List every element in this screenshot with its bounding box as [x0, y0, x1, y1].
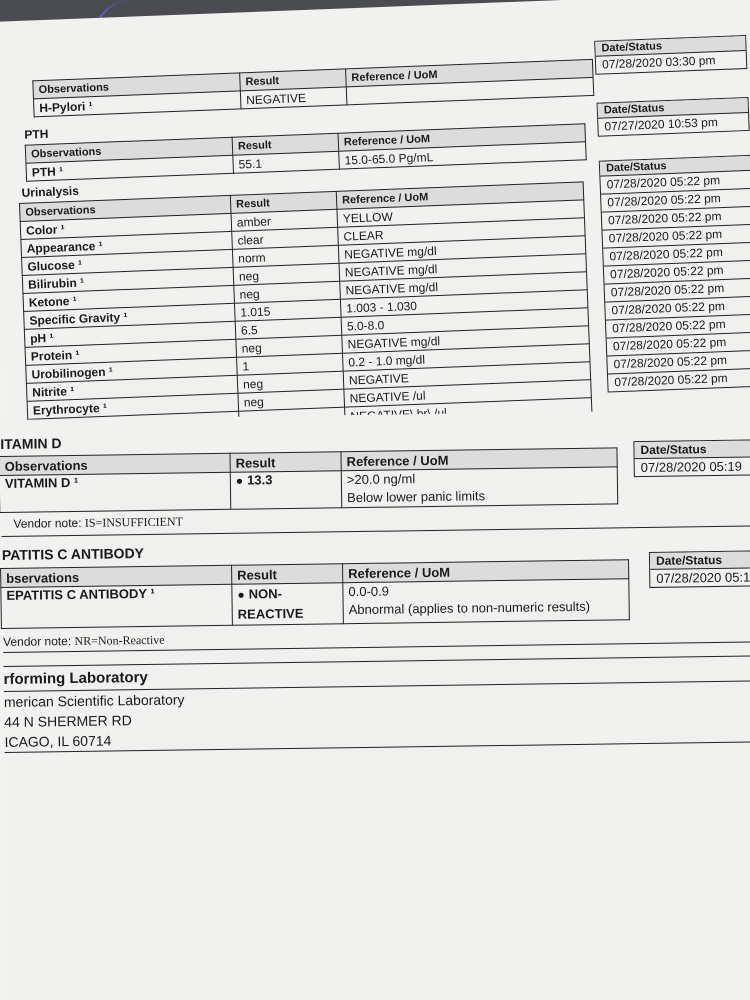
date-status-value: 07/27/2020 10:53 pm [604, 115, 719, 134]
performing-laboratory-title: rforming Laboratory [3, 668, 148, 688]
vendor-note-value: NR=Non-Reactive [74, 632, 165, 648]
lower-report-section [0, 409, 750, 1000]
abnormal-flag-icon: ● [237, 587, 245, 602]
hpylori-date-box [594, 35, 747, 75]
hep-c-section-title: PATITIS C ANTIBODY [1, 545, 145, 563]
result-value: 6.5 [235, 317, 342, 339]
date-status-value: 07/28/2020 05:22 pm [604, 261, 750, 285]
result-value: neg [236, 335, 343, 357]
vitamin-d-table [0, 447, 618, 513]
date-status-value: 07/28/2020 05:22 pm [606, 315, 750, 339]
col-header-observations: Observations [33, 73, 241, 99]
reference-range: CLEAR [338, 218, 586, 245]
date-status-value: 07/28/2020 05:19 [640, 458, 743, 476]
observation-name: Specific Gravity ¹ [24, 303, 236, 329]
observation-name: Protein ¹ [25, 339, 237, 365]
col-header-reference: Reference / UoM [341, 448, 617, 471]
urinalysis-table [19, 181, 593, 438]
col-header-observations: Observations [0, 453, 230, 475]
date-status-value: 07/28/2020 05:22 pm [602, 207, 750, 231]
observation-name: EPATITIS C ANTIBODY ¹ [1, 584, 233, 628]
reference-range: 0.2 - 1.0 mg/dl [342, 344, 590, 371]
result-value: amber [231, 209, 338, 231]
observation-name: pH ¹ [24, 321, 236, 347]
reference-note: Abnormal (applies to non-numeric results) [348, 598, 591, 618]
observation-name: Glucose ¹ [22, 249, 234, 275]
date-status-value: 07/28/2020 05:22 pm [605, 279, 750, 303]
result-cell [230, 471, 342, 510]
reference-range: NEGATIVE mg/dl [338, 236, 586, 263]
reference-cell [343, 579, 630, 624]
observation-name: VITAMIN D ¹ [0, 472, 231, 512]
date-status-header: Date/Status [598, 98, 748, 119]
date-status-value: 07/28/2020 05:22 pm [600, 171, 750, 195]
result-value: norm [232, 245, 339, 267]
hep-c-date-box [649, 550, 750, 588]
pth-table [25, 123, 587, 182]
vendor-note-value: IS=INSUFFICIENT [84, 514, 184, 530]
lab-street: 44 N SHERMER RD [4, 712, 132, 730]
reference-range: 15.0-65.0 Pg/mL [339, 142, 587, 169]
col-header-result: Result [232, 564, 343, 585]
col-header-observations: Observations [19, 195, 231, 221]
result-value: 1.015 [234, 299, 341, 321]
col-header-reference: Reference / UoM [338, 124, 586, 151]
pth-date-box [597, 97, 750, 137]
col-header-result: Result [240, 69, 347, 91]
result-value: 1 [237, 353, 344, 375]
result-value: neg [233, 263, 340, 285]
date-status-value: 07/28/2020 05:22 pm [603, 243, 750, 267]
col-header-result: Result [232, 133, 339, 155]
urinalysis-date-box [599, 155, 750, 393]
vendor-note-label: Vendor note: [3, 634, 72, 649]
observation-name: Appearance ¹ [21, 231, 233, 257]
result-value: clear [232, 227, 339, 249]
observation-name: H-Pylori ¹ [33, 91, 241, 117]
hep-c-vendor-note [3, 633, 165, 650]
result-value-continued: REACTIVE [237, 605, 304, 622]
reference-range: 0.0-0.9 [348, 583, 390, 600]
date-status-value: 07/28/2020 05:22 pm [605, 297, 750, 321]
date-status-value: 07/28/2020 05:22 pm [614, 370, 728, 390]
col-header-reference: Reference / UoM [346, 59, 594, 86]
reference-range: 1.003 - 1.030 [340, 290, 588, 317]
reference-range: NEGATIVE [343, 362, 591, 389]
reference-range: NEGATIVE mg/dl [342, 326, 590, 353]
vendor-note-label: Vendor note: [13, 515, 82, 531]
result-cell [232, 583, 344, 626]
reference-range: YELLOW [337, 200, 585, 227]
date-status-value: 07/28/2020 05:22 pm [601, 189, 750, 213]
col-header-observations: Observations [25, 137, 233, 163]
result-value: NON- [248, 586, 283, 602]
result-value: NEGATIVE [240, 87, 347, 109]
date-status-header: Date/Status [600, 156, 750, 177]
reference-range: NEGATIVE mg/dl [339, 254, 587, 281]
reference-cell [341, 467, 617, 508]
vitamin-d-date-box [633, 439, 750, 477]
observation-name: Erythrocyte ¹ [27, 393, 239, 419]
abnormal-flag-icon: ● [235, 473, 244, 488]
lab-city: ICAGO, IL 60714 [4, 732, 112, 750]
col-header-observations: bservations [1, 565, 232, 587]
date-status-value: 07/28/2020 05:22 pm [607, 351, 750, 375]
result-value: neg [238, 389, 345, 411]
pth-section-title: PTH [24, 126, 49, 142]
reference-range: 5.0-8.0 [341, 308, 589, 335]
result-value: 55.1 [233, 151, 340, 173]
observation-name: Nitrite ¹ [26, 375, 238, 401]
urinalysis-section-title: Urinalysis [21, 183, 80, 200]
observation-name: Bilirubin ¹ [22, 267, 234, 293]
hep-c-table [0, 559, 630, 629]
col-header-result: Result [230, 452, 341, 473]
vitamin-d-section-title: ITAMIN D [0, 435, 62, 452]
date-status-header: Date/Status [595, 36, 745, 57]
vitamin-d-vendor-note [13, 514, 183, 531]
col-header-reference: Reference / UoM [336, 182, 584, 209]
date-status-value: 07/28/2020 05:1 [656, 569, 750, 586]
col-header-reference: Reference / UoM [343, 560, 629, 583]
date-status-header: Date/Status [650, 551, 750, 570]
col-header-result: Result [230, 191, 337, 213]
observation-name: Color ¹ [20, 213, 232, 239]
result-value: 13.3 [247, 472, 273, 488]
observation-name: Ketone ¹ [23, 285, 235, 311]
result-value: neg [234, 281, 341, 303]
hpylori-table [32, 59, 594, 118]
reference-range: NEGATIVE /ul [344, 380, 592, 407]
date-status-header: Date/Status [634, 440, 750, 459]
performing-laboratory-block [3, 659, 750, 753]
reference-range: >20.0 ng/ml [346, 471, 416, 488]
reference-range: NEGATIVE mg/dl [340, 272, 588, 299]
date-status-value: 07/28/2020 05:22 pm [607, 333, 750, 357]
result-value: neg [237, 371, 344, 393]
observation-name: Urobilinogen ¹ [26, 357, 238, 383]
date-status-value: 07/28/2020 03:30 pm [601, 53, 716, 72]
observation-name: PTH ¹ [26, 155, 234, 181]
reference-note: Below lower panic limits [347, 488, 486, 506]
lab-name: merican Scientific Laboratory [3, 691, 185, 710]
date-status-value: 07/28/2020 05:22 pm [602, 225, 750, 249]
